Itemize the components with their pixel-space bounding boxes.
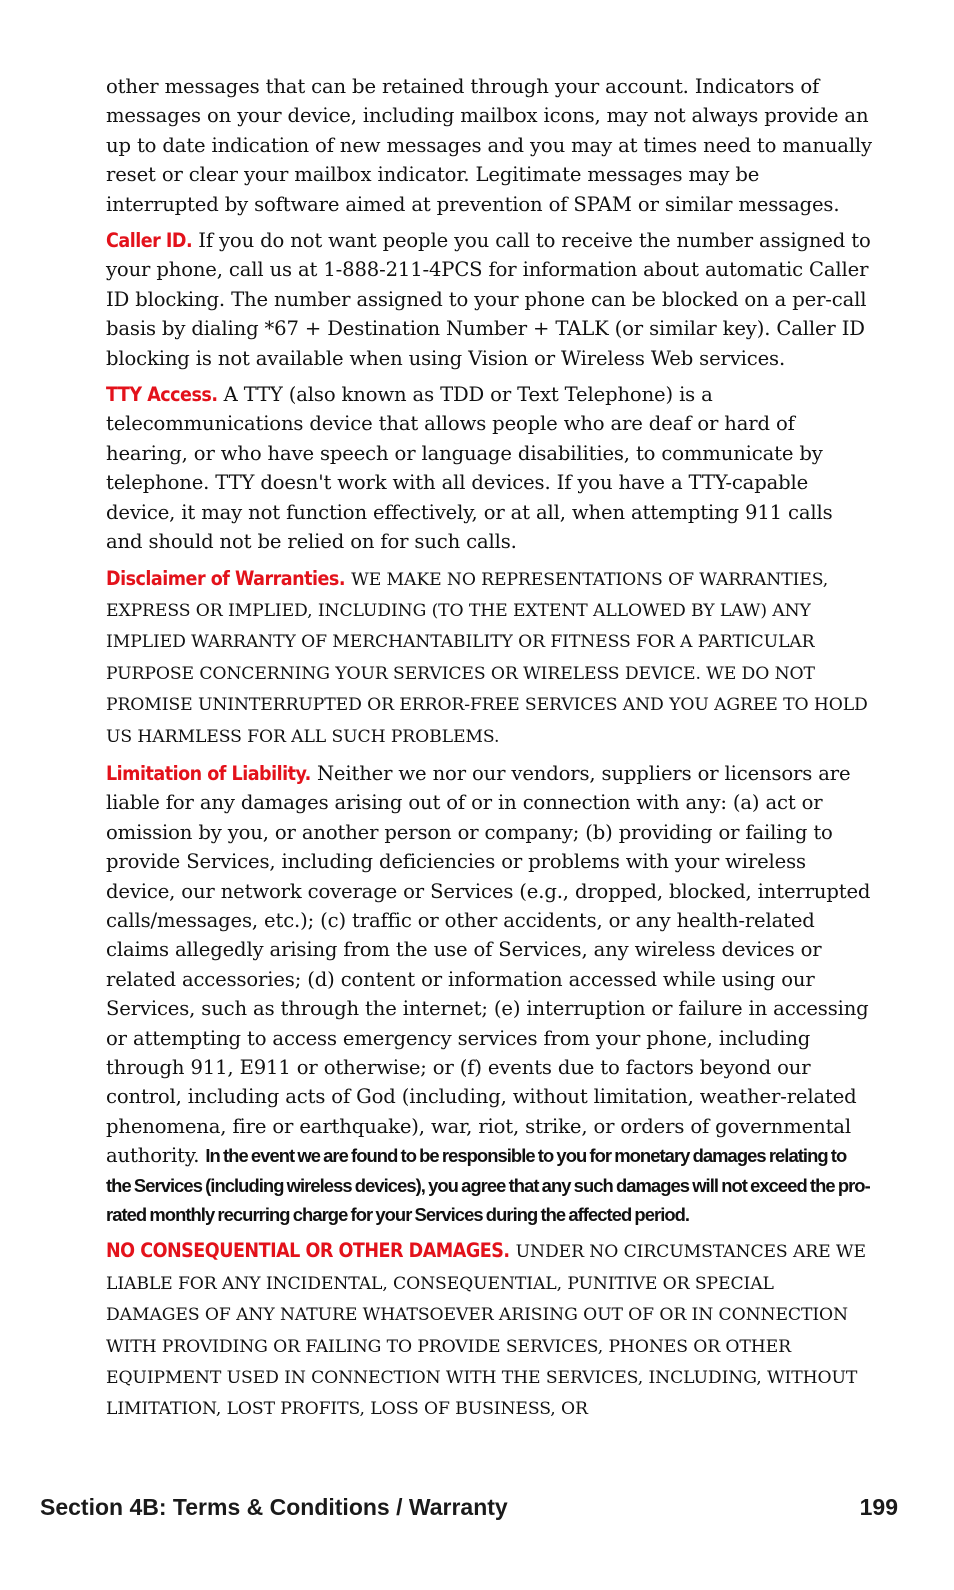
paragraph-text: If you do not want people you call to receive the number assigned to your phone, call us at 1-888-211-4PCS for information about automatic Caller ID blocking. The number assigned to your phone can be blocked on a per-call basis by dialing *67 + Destination Number + TALK (or similar key). Caller ID blocking is not available when using Vision or Wireless Web services.: [106, 229, 871, 370]
footer-section-title: Section 4B: Terms & Conditions / Warranty: [40, 1494, 508, 1520]
paragraph-bold-text: In the event we are found to be responsible to you for monetary damages relating to the Services (including wireless devices), you agree that any such damages will not exceed the pro-rated monthly recurring charge for your Services during the affected period.: [106, 1145, 870, 1226]
footer-page-number: 199: [859, 1494, 898, 1520]
paragraph-caller-id: [106, 226, 872, 373]
section-heading-disclaimer: Disclaimer of Warranties.: [106, 566, 346, 590]
section-heading-caller-id: Caller ID.: [106, 229, 193, 253]
page-body: [106, 72, 872, 1432]
paragraph-text: A TTY (also known as TDD or Text Telephone) is a telecommunications device that allows people who are deaf or hard of hearing, or who have speech or language disabilities, to communicate by telephone. TTY doesn't work with all devices. If you have a TTY-capable device, it may not function effectively, or at all, when attempting 911 calls and should not be relied on for such calls.: [106, 383, 833, 554]
page-footer: [40, 1494, 898, 1528]
paragraph-messages-continued: [106, 72, 872, 219]
section-heading-no-consequential: NO CONSEQUENTIAL OR OTHER DAMAGES.: [106, 1239, 510, 1263]
section-heading-limitation: Limitation of Liability.: [106, 761, 311, 785]
paragraph-text: other messages that can be retained through your account. Indicators of messages on your device, including mailbox icons, may not always provide an up to date indication of new messages and you may at times need to manually reset or clear your mailbox indicator. Legitimate messages may be interrupted by software aimed at prevention of SPAM or similar messages.: [106, 75, 872, 216]
paragraph-no-consequential-damages: [106, 1236, 872, 1424]
paragraph-text: Neither we nor our vendors, suppliers or licensors are liable for any damages arising out of or in connection with any: (a) act or omission by you, or another person or company; (b) providing or failing to provide Services, including deficiencies or problems with your wireless device, our network coverage or Services (e.g., dropped, blocked, interrupted calls/messages, etc.); (c) traffic or other accidents, or any health-related claims allegedly arising from the use of Services, any wireless devices or related accessories; (d) content or information accessed while using our Services, such as through the internet; (e) interruption or failure in accessing or attempting to access emergency services from your phone, including through 911, E911 or otherwise; or (f) events due to factors beyond our control, including acts of God (including, without limitation, weather-related phenomena, fire or earthquake), war, riot, strike, or orders of governmental authority.: [106, 761, 871, 1168]
section-heading-tty-access: TTY Access.: [106, 383, 218, 407]
paragraph-disclaimer-of-warranties: [106, 564, 872, 752]
paragraph-text: WE MAKE NO REPRESENTATIONS OF WARRANTIES, EXPRESS OR IMPLIED, INCLUDING (TO THE EXTENT ALLOWED BY LAW) ANY IMPLIED WARRANTY OF MERCHANTABILITY OR FITNESS FOR A PARTICULAR PURPOSE CONCERNING YOUR SERVICES OR WIRELESS DEVICE. WE DO NOT PROMISE UNINTERRUPTED OR ERROR-FREE SERVICES AND YOU AGREE TO HOLD US HARMLESS FOR ALL SUCH PROBLEMS.: [106, 569, 868, 747]
paragraph-text: UNDER NO CIRCUMSTANCES ARE WE LIABLE FOR ANY INCIDENTAL, CONSEQUENTIAL, PUNITIVE OR SPECIAL DAMAGES OF ANY NATURE WHATSOEVER ARISING OUT OF OR IN CONNECTION WITH PROVIDING OR FAILING TO PROVIDE SERVICES, PHONES OR OTHER EQUIPMENT USED IN CONNECTION WITH THE SERVICES, INCLUDING, WITHOUT LIMITATION, LOST PROFITS, LOSS OF BUSINESS, OR: [106, 1242, 866, 1420]
paragraph-tty-access: [106, 380, 872, 556]
paragraph-limitation-of-liability: [106, 759, 872, 1230]
